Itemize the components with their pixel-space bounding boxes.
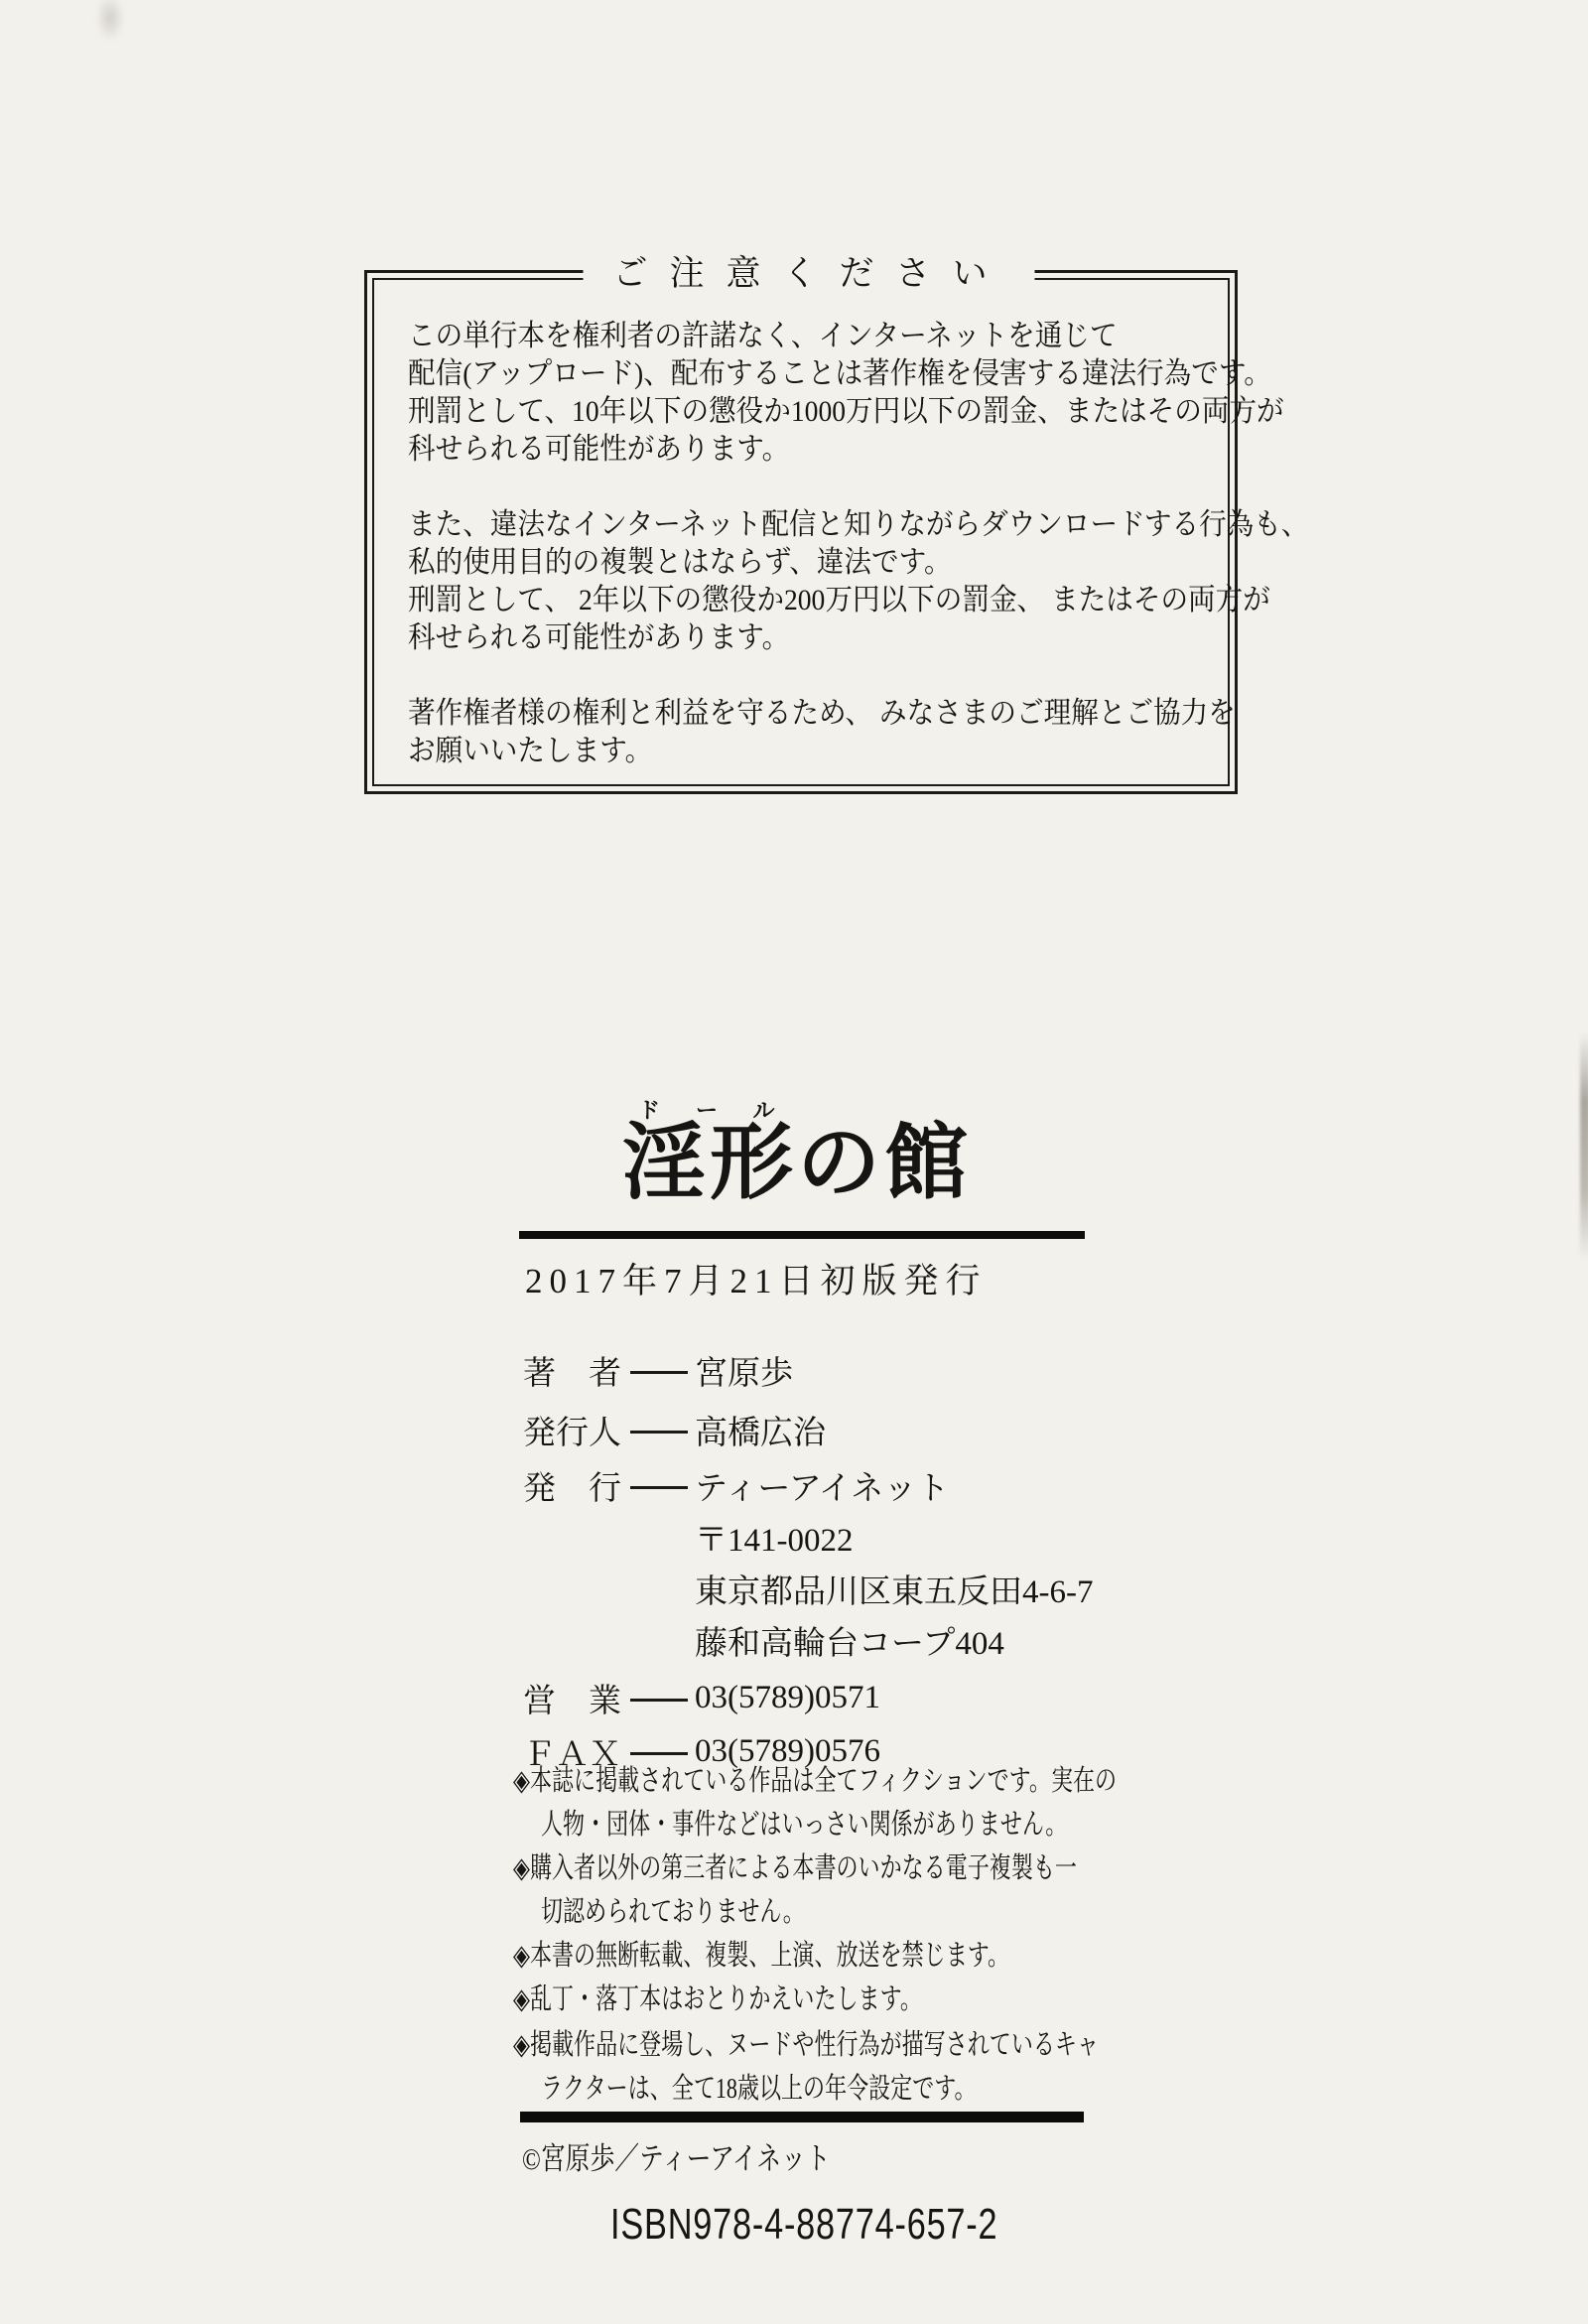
publisher-address-line1: 東京都品川区東五反田4-6-7 (695, 1574, 1094, 1610)
leader-line (630, 1699, 688, 1702)
colophon-row-publisher (523, 1463, 949, 1507)
publisher-postal-code: 〒141-0022 (695, 1523, 854, 1559)
row-value: 高橋広治 (695, 1415, 826, 1451)
legal-note-line: ラクターは、全て18歳以上の年令設定です。 (541, 2073, 977, 2105)
colophon-row-publisher-person (523, 1408, 826, 1451)
scan-smudge (95, 0, 125, 42)
row-value: 宮原歩 (695, 1355, 793, 1392)
legal-note-line: ◈掲載作品に登場し、ヌードや性行為が描写されているキャ (513, 2029, 1099, 2061)
leader-line (630, 1486, 688, 1489)
legal-note-line: 切認められておりません。 (541, 1896, 805, 1928)
publisher-address-line2: 藤和高輪台コープ404 (695, 1626, 1004, 1662)
isbn: ISBN978-4-88774-657-2 (609, 2200, 998, 2249)
row-value: ティーアイネット (695, 1470, 950, 1507)
row-value: 03(5789)0576 (695, 1732, 880, 1769)
scan-edge-shadow (1580, 1032, 1588, 1261)
legal-note-line: ◈本書の無断転載、複製、上演、放送を禁じます。 (513, 1940, 1010, 1972)
copyright-warning-box (364, 254, 1309, 794)
legal-note-line: 人物・団体・事件などはいっさい関係がありません。 (541, 1809, 1068, 1841)
title-rule (519, 1231, 1085, 1239)
row-label: 発 行 (523, 1470, 621, 1507)
warning-paragraph: また、違法なインターネット配信と知りながらダウンロードする行為も、 私的使用目的の複製とはならず、違法です。 刑罰として、 2年以下の懲役か200万円以下の罰金、 またはその両方が 科せられる可能性があります。 (408, 508, 1309, 654)
colophon-row-sales-phone (523, 1676, 880, 1719)
row-value: 03(5789)0571 (695, 1679, 880, 1715)
legal-note-line: ◈購入者以外の第三者による本書のいかなる電子複製も一 (513, 1852, 1077, 1884)
row-label: 営 業 (523, 1683, 621, 1719)
legal-note-line: ◈乱丁・落丁本はおとりかえいたします。 (513, 1983, 922, 2015)
edition-date: 2017年7月21日初版発行 (525, 1262, 988, 1300)
warning-paragraph: 著作権者様の権利と利益を守るため、 みなさまのご理解とご協力を お願いいたします。 (408, 697, 1236, 767)
book-title: 淫形の館 (622, 1118, 973, 1210)
leader-line (630, 1431, 688, 1434)
title-furigana: ドール (638, 1098, 811, 1123)
footer-rule (520, 2112, 1084, 2122)
colophon-row-author (523, 1348, 793, 1392)
warning-box-title: ご注意ください (583, 250, 1034, 298)
row-label: 発行人 (523, 1415, 621, 1451)
warning-paragraph: この単行本を権利者の許諾なく、インターネットを通じて 配信(アップロード)、配布することは著作権を侵害する違法行為です。 刑罰として、10年以下の懲役か1000万円以下の罰金、またはその両方が 科せられる可能性があります。 (408, 320, 1284, 466)
warning-box-body (408, 318, 1309, 808)
copyright-line: ©宮原歩／ティーアイネット (522, 2141, 831, 2176)
row-label: 著 者 (523, 1355, 621, 1392)
row-label: ＦＡＸ (523, 1736, 621, 1773)
leader-line (630, 1371, 688, 1374)
leader-line (630, 1752, 688, 1755)
legal-note-line: ◈本誌に掲載されている作品は全てフィクションです。実在の (513, 1765, 1118, 1797)
